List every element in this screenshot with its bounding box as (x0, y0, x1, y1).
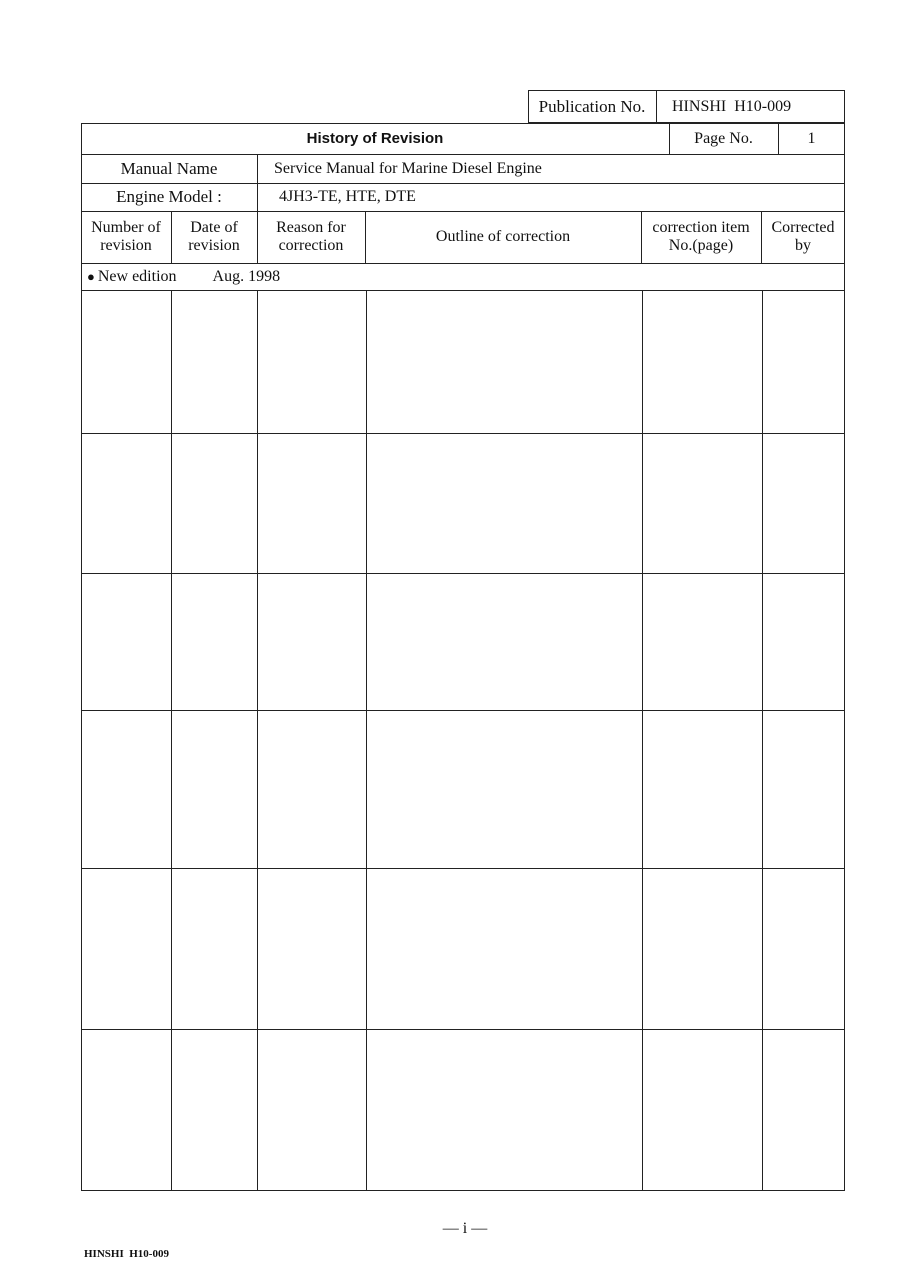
new-edition-date: Aug. 1998 (212, 267, 281, 285)
table-row (81, 868, 845, 1029)
engine-model-value: 4JH3-TE, HTE, DTE (279, 188, 416, 205)
bullet-icon: ● (87, 268, 95, 284)
page-value: 1 (807, 129, 816, 147)
publication-value: HINSHI H10-009 (672, 97, 792, 115)
col-divider (365, 211, 366, 263)
col-header-item: correction item No.(page) (652, 219, 750, 254)
col-header-date: Date of revision (188, 219, 240, 254)
col-header-corrected-by: Corrected by (771, 219, 835, 254)
col-header-reason: Reason for correction (276, 219, 346, 254)
new-edition-entry (81, 263, 845, 290)
page-title: History of Revision (306, 129, 444, 147)
col-header-outline: Outline of correction (435, 228, 571, 245)
footer-doc-code: HINSHI H10-009 (84, 1248, 169, 1260)
table-row (81, 1029, 845, 1191)
page-label: Page No. (694, 129, 753, 147)
col-divider (171, 211, 172, 263)
page-number: — i — (442, 1220, 488, 1237)
new-edition-label: New edition (97, 267, 177, 285)
col-divider (641, 211, 642, 263)
table-row (81, 573, 845, 710)
manual-name-label: Manual Name (120, 158, 218, 178)
col-divider (761, 211, 762, 263)
publication-label: Publication No. (538, 96, 646, 116)
col-divider (257, 211, 258, 263)
table-row (81, 710, 845, 868)
manual-name-value: Service Manual for Marine Diesel Engine (274, 159, 542, 177)
table-row (81, 290, 845, 433)
table-row (81, 433, 845, 573)
col-header-number: Number of revision (91, 219, 161, 254)
engine-model-label: Engine Model : (116, 187, 222, 206)
